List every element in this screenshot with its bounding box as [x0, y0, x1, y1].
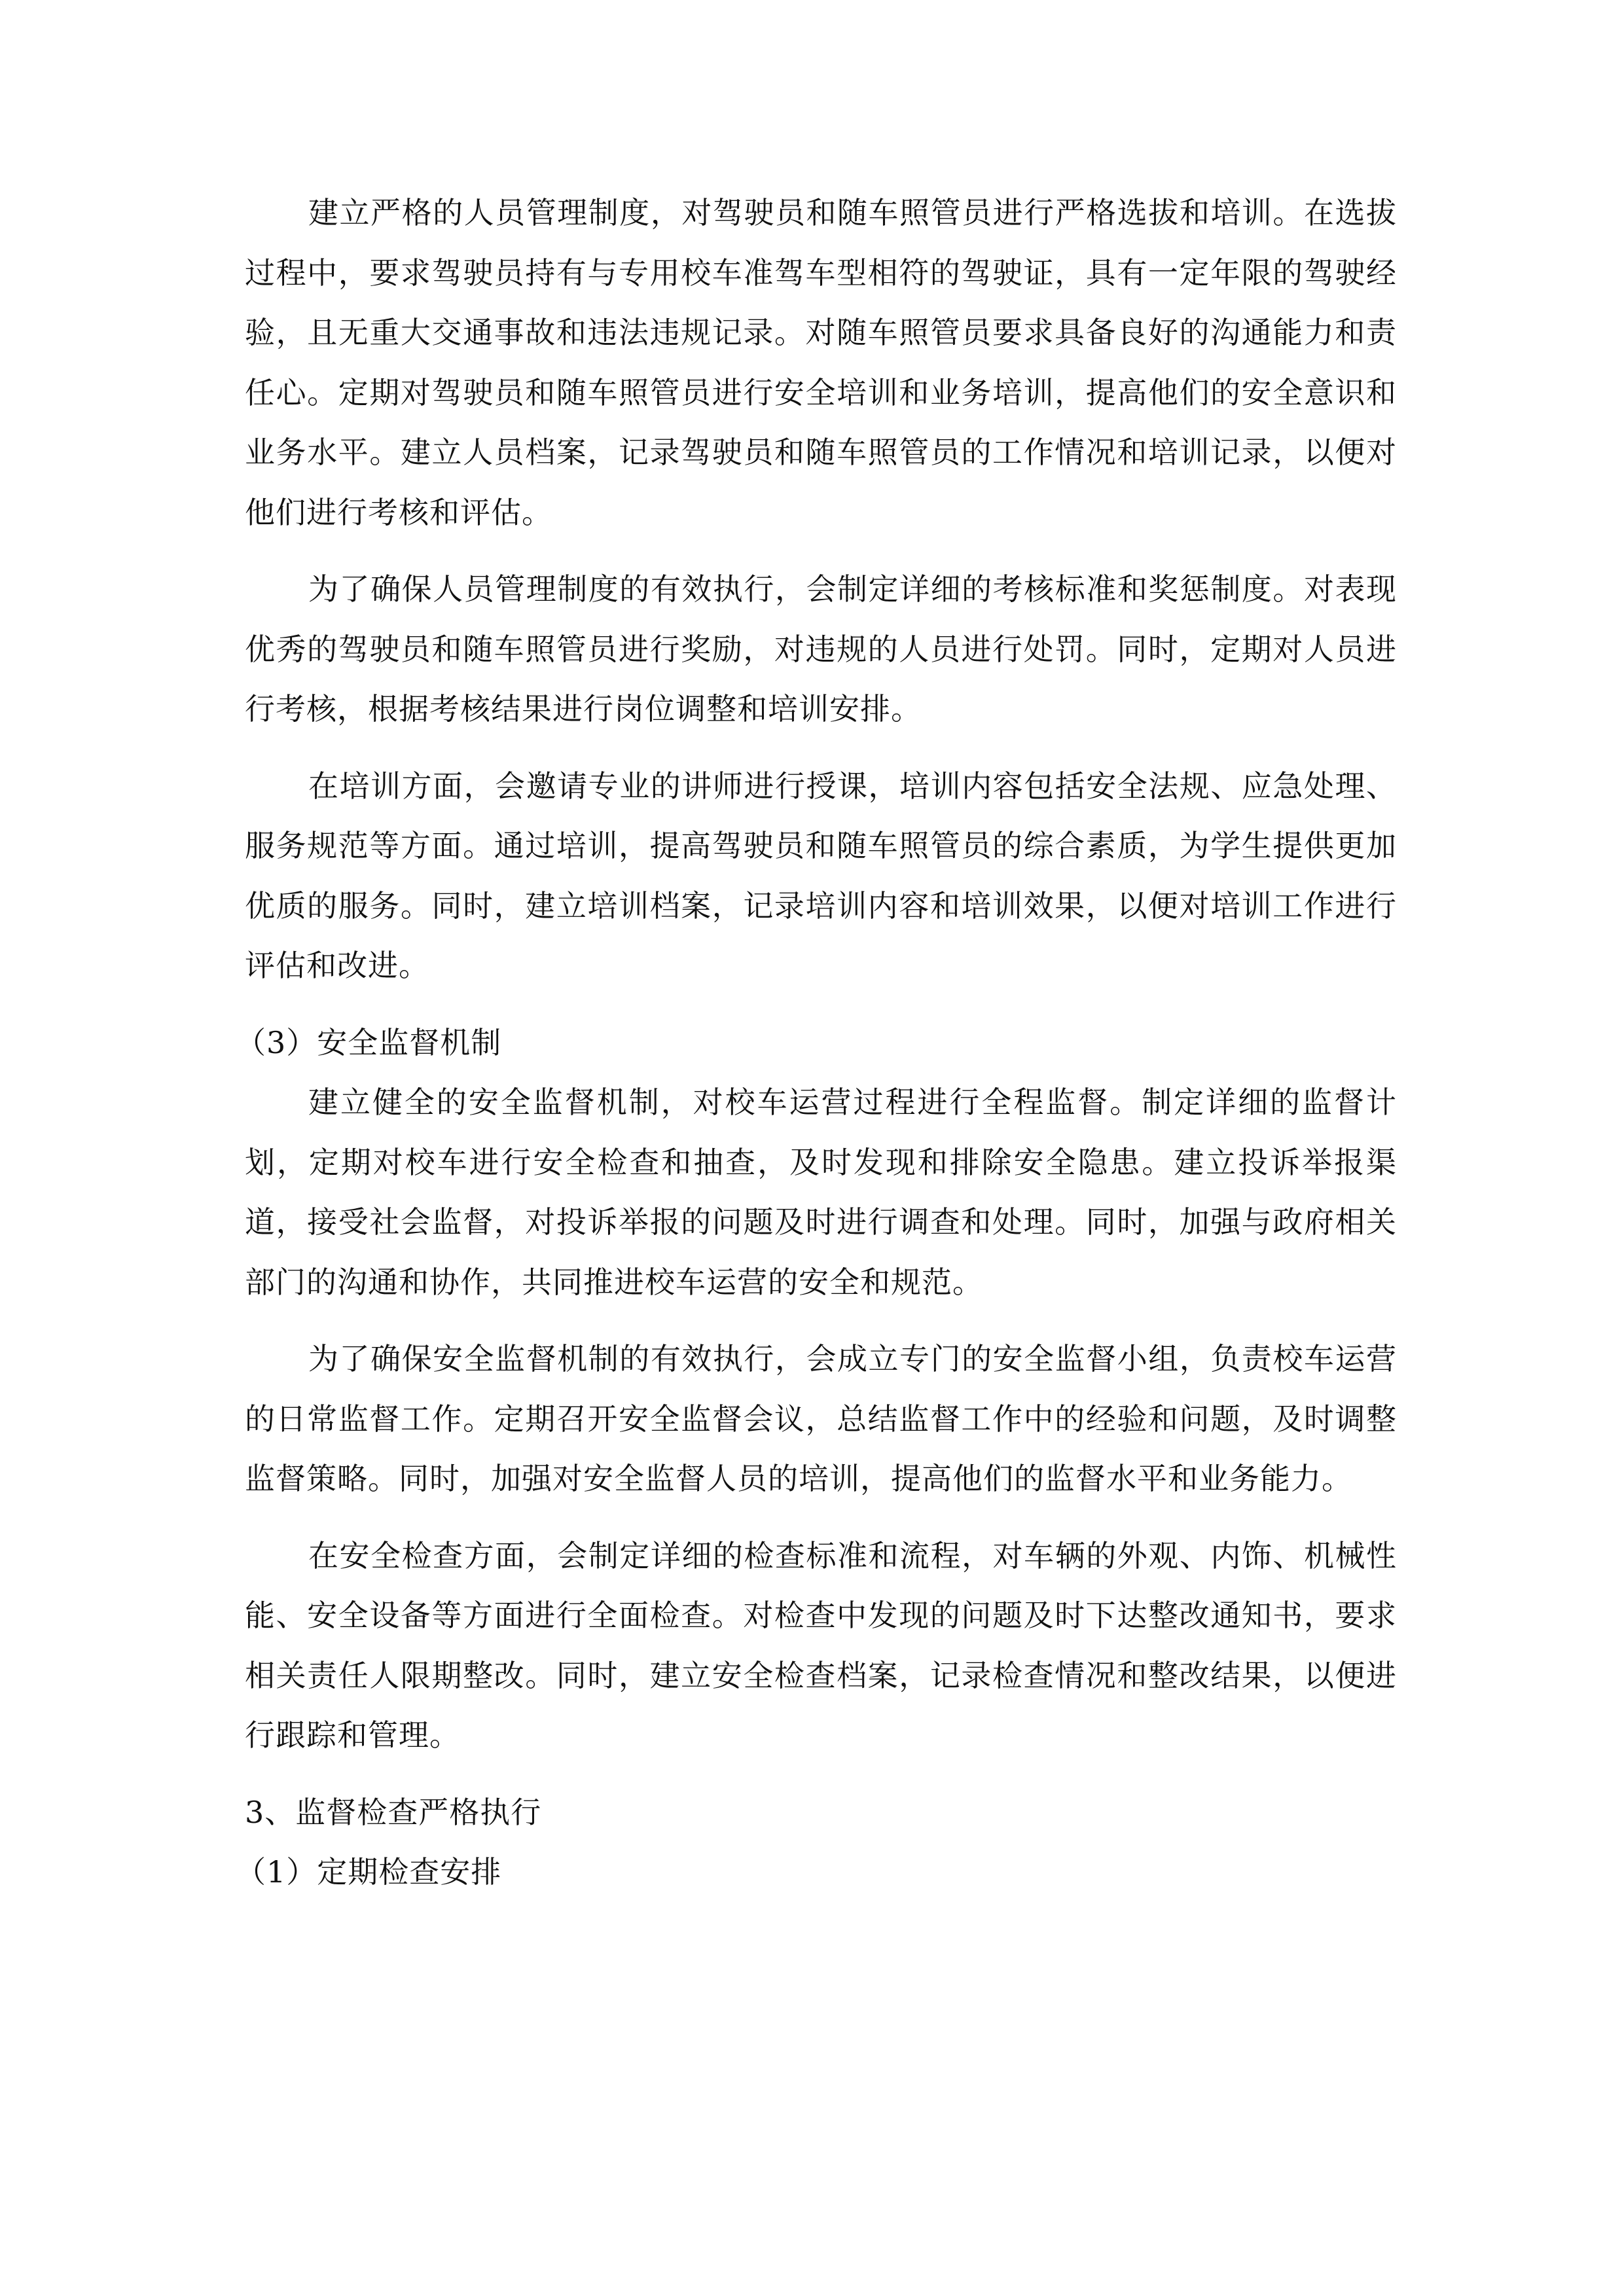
- paragraph-training: 在培训方面，会邀请专业的讲师进行授课，培训内容包括安全法规、应急处理、服务规范等方面。通过培训，提高驾驶员和随车照管员的综合素质，为学生提供更加优质的服务。同时，建立培训档案，记录培训内容和培训效果，以便对培训工作进行评估和改进。: [245, 768, 1397, 983]
- paragraph-assessment-standards: 为了确保人员管理制度的有效执行，会制定详细的考核标准和奖惩制度。对表现优秀的驾驶员和随车照管员进行奖励，对违规的人员进行处罚。同时，定期对人员进行考核，根据考核结果进行岗位调整和培训安排。: [245, 571, 1397, 726]
- paragraph-supervision-mechanism: 建立健全的安全监督机制，对校车运营过程进行全程监督。制定详细的监督计划，定期对校车进行安全检查和抽查，及时发现和排除安全隐患。建立投诉举报渠道，接受社会监督，对投诉举报的问题及时进行调查和处理。同时，加强与政府相关部门的沟通和协作，共同推进校车运营的安全和规范。: [245, 1085, 1397, 1300]
- section-heading-strict-execution: 3、监督检查严格执行: [245, 1794, 542, 1830]
- paragraph-gap: [245, 1509, 1397, 1526]
- paragraph-personnel-management: 建立严格的人员管理制度，对驾驶员和随车照管员进行严格选拔和培训。在选拔过程中，要求驾驶员持有与专用校车准驾车型相符的驾驶证，具有一定年限的驾驶经验，且无重大交通事故和违法违规记录。对随车照管员要求具备良好的沟通能力和责任心。定期对驾驶员和随车照管员进行安全培训和业务培训，提高他们的安全意识和业务水平。建立人员档案，记录驾驶员和随车照管员的工作情况和培训记录，以便对他们进行考核和评估。: [245, 195, 1397, 530]
- paragraph-gap: [245, 1766, 1397, 1783]
- paragraph-gap: [245, 740, 1397, 757]
- section-heading-safety-supervision: （3）安全监督机制: [236, 1024, 502, 1060]
- paragraph-safety-inspection: 在安全检查方面，会制定详细的检查标准和流程，对车辆的外观、内饰、机械性能、安全设备等方面进行全面检查。对检查中发现的问题及时下达整改通知书，要求相关责任人限期整改。同时，建立安全检查档案，记录检查情况和整改结果，以便进行跟踪和管理。: [245, 1537, 1397, 1753]
- paragraph-gap: [245, 543, 1397, 560]
- document-body: [236, 183, 1397, 1903]
- paragraph-gap: [245, 1312, 1397, 1329]
- section-heading-regular-inspection: （1）定期检查安排: [236, 1854, 502, 1890]
- paragraph-supervision-team: 为了确保安全监督机制的有效执行，会成立专门的安全监督小组，负责校车运营的日常监督工作。定期召开安全监督会议，总结监督工作中的经验和问题，及时调整监督策略。同时，加强对安全监督人员的培训，提高他们的监督水平和业务能力。: [245, 1341, 1397, 1496]
- paragraph-gap: [245, 996, 1397, 1013]
